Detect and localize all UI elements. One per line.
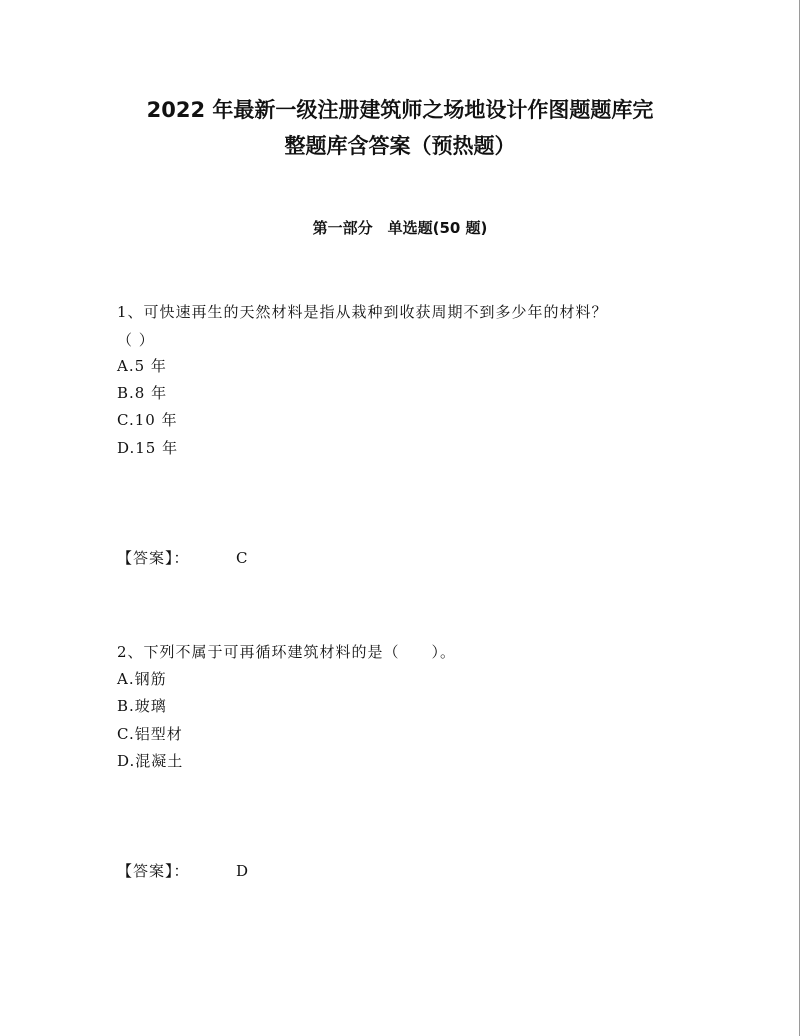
option-d: D.15 年 <box>117 439 179 457</box>
section-heading: 第一部分 单选题(50 题) <box>312 219 488 237</box>
question-stem: 2、下列不属于可再循环建筑材料的是（ ）。 <box>117 643 457 661</box>
option-b: B.玻璃 <box>117 697 167 715</box>
answer-label: 【答案】： <box>117 549 190 567</box>
option-a: A.5 年 <box>117 357 167 375</box>
option-d: D.混凝土 <box>117 752 184 770</box>
option-b: B.8 年 <box>117 384 168 402</box>
option-a: A.钢筋 <box>117 670 167 688</box>
answer-value: C <box>236 549 248 567</box>
title-line-1: 2022 年最新一级注册建筑师之场地设计作图题题库完 <box>146 98 654 122</box>
option-c: C.10 年 <box>117 411 178 429</box>
answer-value: D <box>236 862 249 880</box>
title-line-2: 整题库含答案（预热题） <box>284 134 516 158</box>
option-c: C.铝型材 <box>117 725 183 743</box>
answer-label: 【答案】： <box>117 862 190 880</box>
question-stem: 1、可快速再生的天然材料是指从栽种到收获周期不到多少年的材料？ <box>117 303 608 321</box>
question-stem-continuation: （ ） <box>117 331 155 349</box>
document-title <box>60 92 740 164</box>
